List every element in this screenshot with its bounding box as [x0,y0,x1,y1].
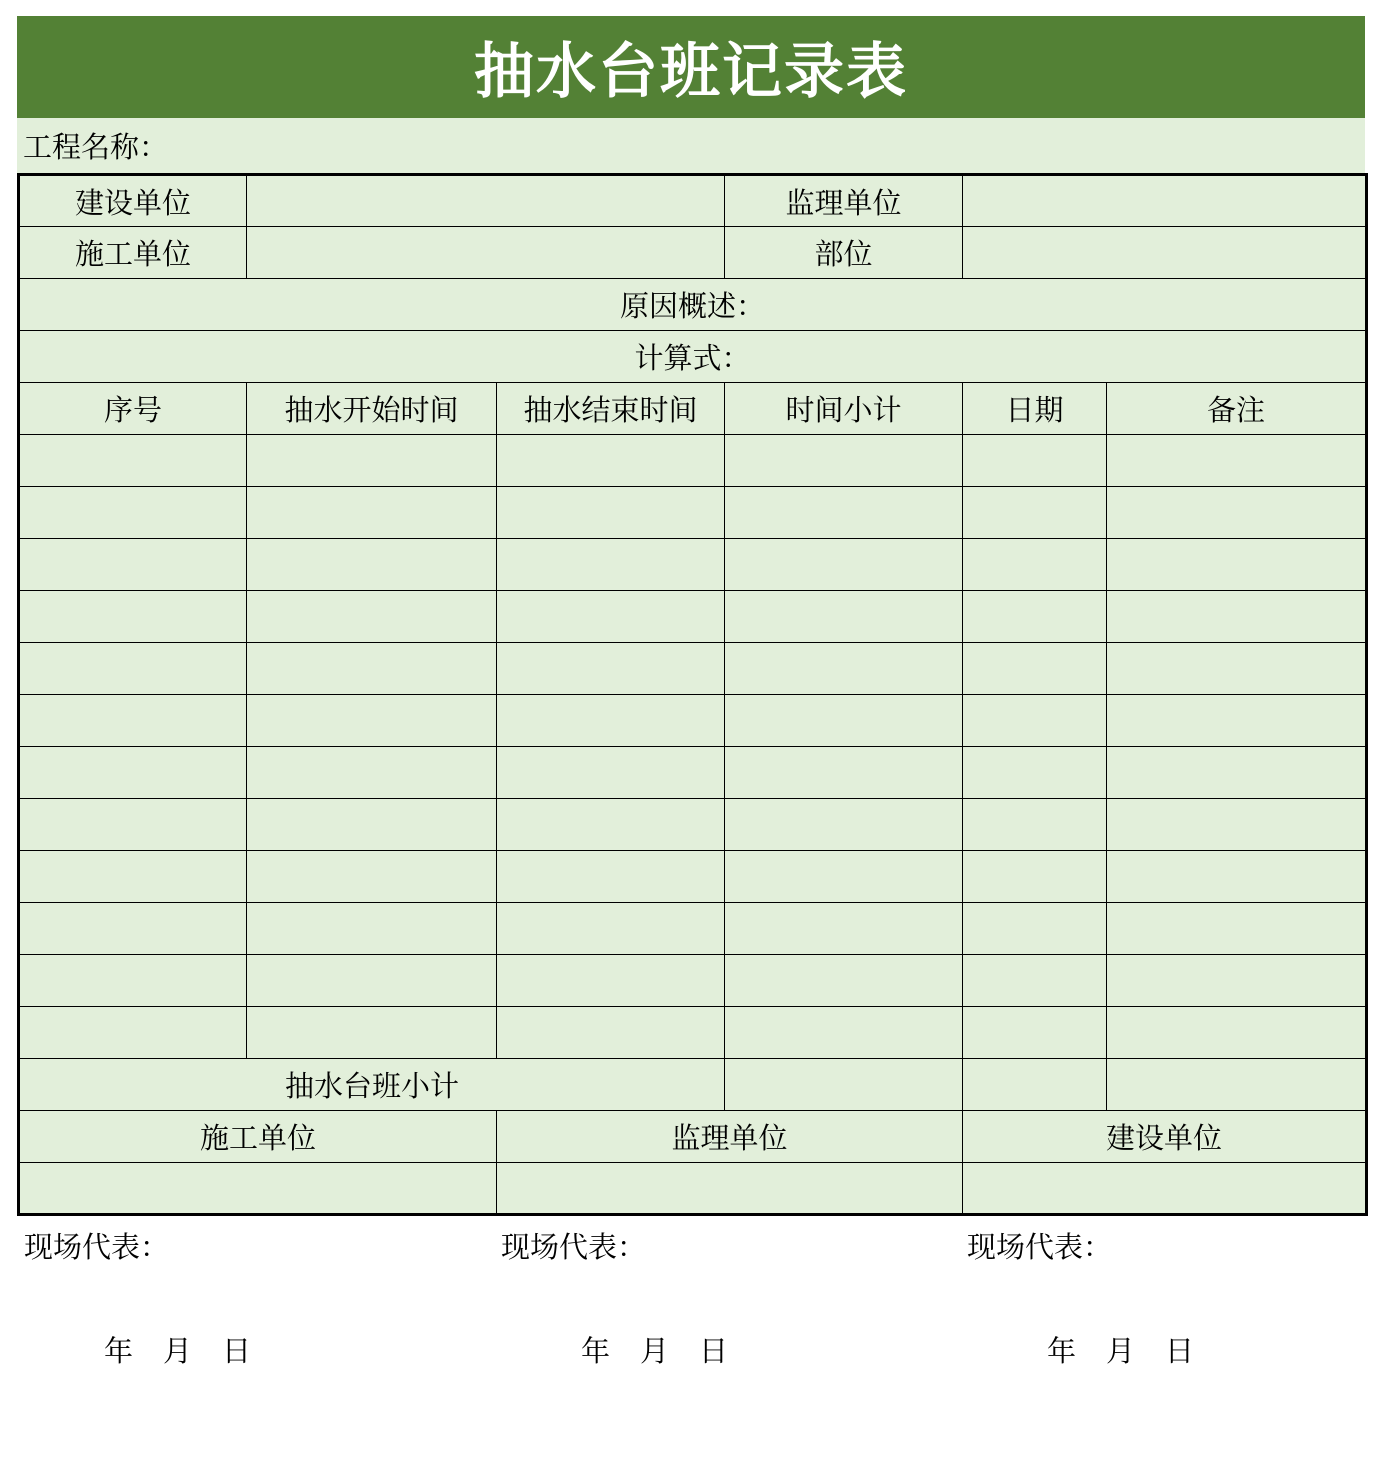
cell-start-time[interactable] [247,1007,497,1059]
cell-end-time[interactable] [497,903,725,955]
table-row [19,1007,1367,1059]
formula-cell[interactable]: 计算式： [19,331,1367,383]
signature-party-supervision: 监理单位 [497,1111,963,1163]
cell-start-time[interactable] [247,903,497,955]
rep-label: 现场代表： [967,1230,1113,1264]
cell-remark[interactable] [1107,903,1367,955]
reason-cell[interactable]: 原因概述： [19,279,1367,331]
construction-owner-value-cell[interactable] [247,175,725,227]
column-header-seq: 序号 [19,383,247,435]
cell-end-time[interactable] [497,851,725,903]
location-label: 部位 [725,227,963,279]
cell-date[interactable] [963,851,1107,903]
table-row [19,695,1367,747]
cell-seq[interactable] [19,851,247,903]
month-label: 月 [640,1334,670,1368]
cell-seq[interactable] [19,903,247,955]
cell-time-subtotal[interactable] [725,539,963,591]
cell-end-time[interactable] [497,695,725,747]
cell-remark[interactable] [1107,747,1367,799]
column-header-remark: 备注 [1107,383,1367,435]
location-value-cell[interactable] [963,227,1367,279]
cell-date[interactable] [963,487,1107,539]
cell-time-subtotal[interactable] [725,643,963,695]
contractor-label: 施工单位 [19,227,247,279]
cell-time-subtotal[interactable] [725,487,963,539]
cell-remark[interactable] [1107,955,1367,1007]
cell-time-subtotal[interactable] [725,695,963,747]
supervision-label: 监理单位 [725,175,963,227]
cell-start-time[interactable] [247,643,497,695]
cell-time-subtotal[interactable] [725,903,963,955]
cell-date[interactable] [963,435,1107,487]
cell-seq[interactable] [19,487,247,539]
cell-seq[interactable] [19,747,247,799]
signature-cell-contractor[interactable] [19,1163,497,1368]
cell-start-time[interactable] [247,695,497,747]
cell-start-time[interactable] [247,435,497,487]
cell-time-subtotal[interactable] [725,851,963,903]
cell-time-subtotal[interactable] [725,747,963,799]
cell-start-time[interactable] [247,487,497,539]
cell-remark[interactable] [1107,539,1367,591]
month-label: 月 [1106,1334,1136,1368]
cell-seq[interactable] [19,591,247,643]
column-header-start-time: 抽水开始时间 [247,383,497,435]
month-label: 月 [163,1334,193,1368]
cell-time-subtotal[interactable] [725,591,963,643]
cell-end-time[interactable] [497,487,725,539]
signature-cell-supervision[interactable] [497,1163,963,1368]
cell-date[interactable] [963,955,1107,1007]
signature-party-contractor: 施工单位 [19,1111,497,1163]
subtotal-row [19,1059,1367,1111]
cell-date[interactable] [963,695,1107,747]
table-row [19,955,1367,1007]
supervision-value-cell[interactable] [963,175,1367,227]
cell-remark[interactable] [1107,799,1367,851]
column-header-date: 日期 [963,383,1107,435]
signature-cell-owner[interactable] [963,1163,1367,1368]
cell-seq[interactable] [19,1007,247,1059]
cell-end-time[interactable] [497,1007,725,1059]
day-label: 日 [699,1334,729,1368]
cell-end-time[interactable] [497,435,725,487]
table-row [19,643,1367,695]
project-name-label[interactable]: 工程名称： [17,118,1365,173]
cell-end-time[interactable] [497,539,725,591]
reason-row [19,279,1367,331]
cell-date[interactable] [963,903,1107,955]
sign-date [581,1329,728,1370]
cell-end-time[interactable] [497,643,725,695]
cell-date[interactable] [963,643,1107,695]
cell-time-subtotal[interactable] [725,799,963,851]
cell-remark[interactable] [1107,851,1367,903]
sign-date [1047,1329,1194,1370]
info-row-2 [19,227,1367,279]
year-label: 年 [581,1334,611,1368]
year-label: 年 [104,1334,134,1368]
cell-end-time[interactable] [497,955,725,1007]
table-row [19,799,1367,851]
cell-remark[interactable] [1107,1007,1367,1059]
table-row [19,851,1367,903]
column-header-end-time: 抽水结束时间 [497,383,725,435]
cell-remark[interactable] [1107,435,1367,487]
day-label: 日 [1165,1334,1195,1368]
rep-label: 现场代表： [501,1230,647,1264]
cell-end-time[interactable] [497,591,725,643]
table-row [19,435,1367,487]
cell-date[interactable] [963,591,1107,643]
cell-start-time[interactable] [247,747,497,799]
column-header-row [19,383,1367,435]
cell-end-time[interactable] [497,799,725,851]
column-header-time-subtotal: 时间小计 [725,383,963,435]
cell-date[interactable] [963,539,1107,591]
cell-time-subtotal[interactable] [725,1007,963,1059]
record-table [17,173,1368,1368]
subtotal-time-cell[interactable] [725,1059,963,1111]
rep-label: 现场代表： [24,1230,170,1264]
table-row [19,487,1367,539]
cell-remark[interactable] [1107,591,1367,643]
subtotal-date-cell[interactable] [963,1059,1107,1111]
cell-seq[interactable] [19,695,247,747]
cell-date[interactable] [963,1007,1107,1059]
cell-time-subtotal[interactable] [725,955,963,1007]
cell-start-time[interactable] [247,955,497,1007]
subtotal-remark-cell[interactable] [1107,1059,1367,1111]
cell-start-time[interactable] [247,539,497,591]
table-row [19,903,1367,955]
signature-party-owner: 建设单位 [963,1111,1367,1163]
day-label: 日 [222,1334,252,1368]
year-label: 年 [1047,1334,1077,1368]
cell-time-subtotal[interactable] [725,435,963,487]
table-row [19,539,1367,591]
cell-seq[interactable] [19,435,247,487]
cell-seq[interactable] [19,955,247,1007]
cell-seq[interactable] [19,799,247,851]
cell-remark[interactable] [1107,695,1367,747]
cell-date[interactable] [963,799,1107,851]
construction-owner-label: 建设单位 [19,175,247,227]
record-sheet [17,16,1365,1368]
sign-date [104,1329,251,1370]
cell-seq[interactable] [19,643,247,695]
signature-row [19,1163,1367,1215]
cell-start-time[interactable] [247,591,497,643]
cell-start-time[interactable] [247,799,497,851]
sheet-title: 抽水台班记录表 [17,16,1365,118]
cell-start-time[interactable] [247,851,497,903]
cell-remark[interactable] [1107,643,1367,695]
signature-party-row [19,1111,1367,1163]
cell-end-time[interactable] [497,747,725,799]
table-row [19,591,1367,643]
cell-date[interactable] [963,747,1107,799]
table-row [19,747,1367,799]
cell-seq[interactable] [19,539,247,591]
formula-row [19,331,1367,383]
subtotal-label: 抽水台班小计 [19,1059,725,1111]
cell-remark[interactable] [1107,487,1367,539]
info-row-1 [19,175,1367,227]
contractor-value-cell[interactable] [247,227,725,279]
